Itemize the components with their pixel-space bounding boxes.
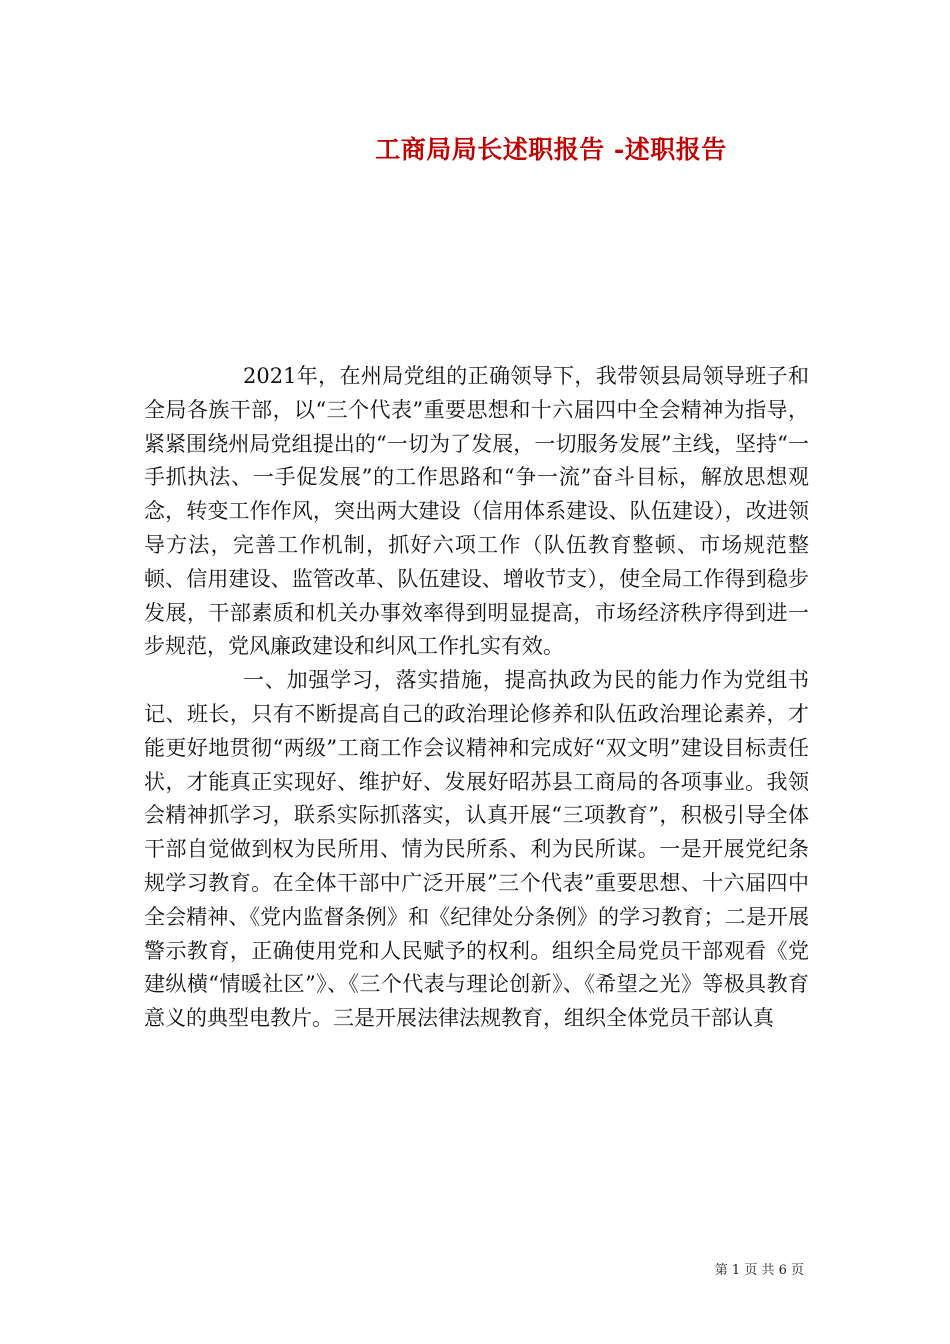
document-title: 工商局局长述职报告 -述职报告 — [375, 135, 727, 164]
paragraph-intro: 2021年，在州局党组的正确领导下，我带领县局领导班子和全局各族干部，以“三个代表”重要思想和十六届四中全会精神为指导，紧紧围绕州局党组提出的“一切为了发展，一切服务发展”主线，坚持“一手抓执法、一手促发展”的工作思路和“争一流”奋斗目标，解放思想观念，转变工作作风，突出两大建设（信用体系建设、队伍建设），改进领导方法，完善工作机制，抓好六项工作（队伍教育整顿、市场规范整顿、信用建设、监管改革、队伍建设、增收节支），使全局工作得到稳步发展，干部素质和机关办事效率得到明显提高，市场经济秩序得到进一步规范，党风廉政建设和纠风工作扎实有效。 — [144, 364, 809, 659]
paragraph-section-one: 一、加强学习，落实措施，提高执政为民的能力作为党组书记、班长，只有不断提高自己的政治理论修养和队伍政治理论素养，才能更好地贯彻“两级”工商工作会议精神和完成好“双文明”建设目标责任状，才能真正实现好、维护好、发展好昭苏县工商局的各项事业。我领会精神抓学习，联系实际抓落实，认真开展“三项教育”，积极引导全体干部自觉做到权为民所用、情为民所系、利为民所谋。一是开展党纪条规学习教育。在全体干部中广泛开展”三个代表”重要思想、十六届四中全会精神、《党内监督条例》和《纪律处分条例》的学习教育；二是开展警示教育，正确使用党和人民赋予的权利。组织全局党员干部观看《党建纵横“情暖社区”》、《三个代表与理论创新》、《希望之光》等极具教育意义的典型电教片。三是开展法律法规教育，组织全体党员干部认真 — [144, 668, 809, 1031]
document-body — [144, 360, 809, 1036]
page-number-footer: 第 1 页 共 6 页 — [714, 1263, 804, 1278]
